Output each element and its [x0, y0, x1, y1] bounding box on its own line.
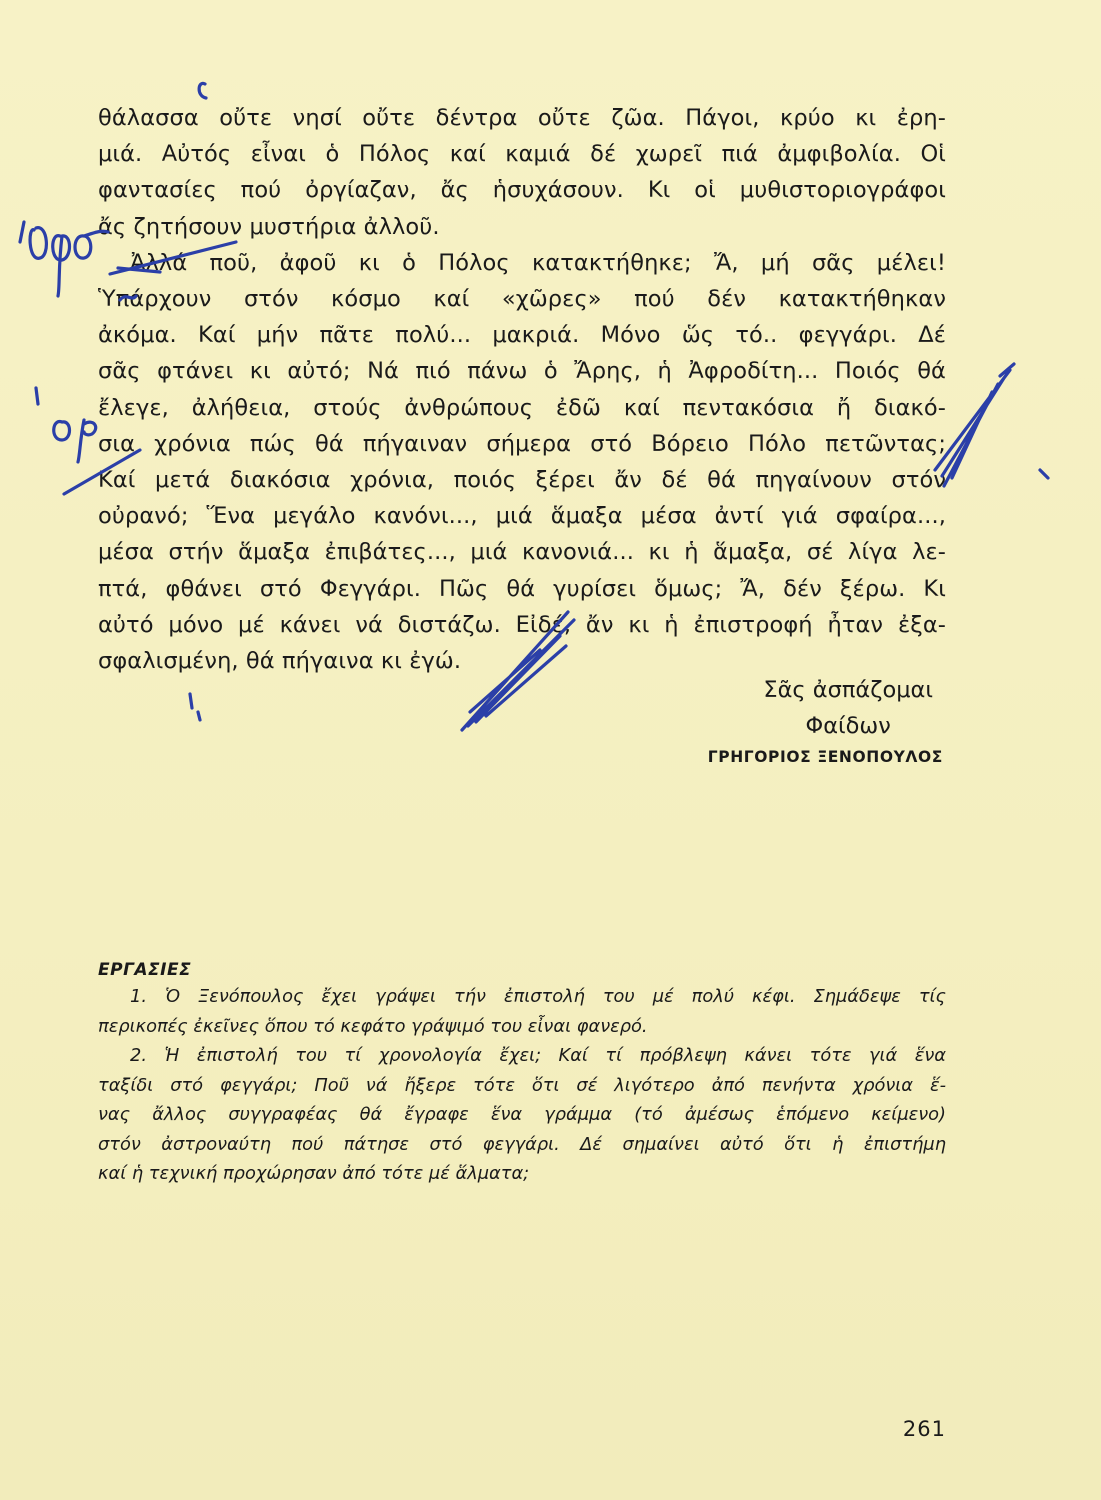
- exercises-section: [98, 958, 946, 1189]
- letter-signature: [763, 672, 933, 744]
- exercise-line: 1. Ὁ Ξενόπουλος ἔχει γράψει τήν ἐπιστολή του μέ πολύ κέφι. Σημάδεψε τίς: [130, 986, 946, 1007]
- text-line: Ἀλλά ποῦ, ἀφοῦ κι ὁ Πόλος κατακτήθηκε; Ἄ, μή σᾶς μέλει!: [130, 249, 946, 276]
- text-line: μέσα στήν ἅμαξα ἐπιβάτες..., μιά κανονιά... κι ἡ ἅμαξα, σέ λίγα λε-: [98, 539, 946, 566]
- text-line: οὐρανό; Ἕνα μεγάλο κανόνι..., μιά ἅμαξα μέσα ἀντί γιά σφαίρα...,: [98, 503, 946, 530]
- signature-name: Φαίδων: [805, 713, 891, 739]
- scribble-right-icon: [935, 364, 1014, 486]
- margin-note-2-icon: [54, 420, 96, 462]
- exercise-line: στόν ἀστροναύτη πού πάτησε στό φεγγάρι. Δέ σημαίνει αὐτό ὅτι ἡ ἐπιστήμη: [98, 1133, 946, 1155]
- text-line: πτά, φθάνει στό Φεγγάρι. Πῶς θά γυρίσει ὅμως; Ἄ, δέν ξέρω. Κι: [98, 575, 946, 602]
- text-line: μιά. Αὐτός εἶναι ὁ Πόλος καί καμιά δέ χωρεῖ πιά ἀμφιβολία. Οἱ: [98, 141, 946, 168]
- exercise-item: [98, 982, 946, 1041]
- text-line: αὐτό μόνο μέ κάνει νά διστάζω. Εἰδέ, ἄν κι ἡ ἐπιστροφή ἦταν ἐξα-: [98, 611, 946, 638]
- text-line: σφαλισμένη, θά πήγαινα κι ἐγώ.: [98, 648, 462, 675]
- text-line: θάλασσα οὔτε νησί οὔτε δέντρα οὔτε ζῶα. Πάγοι, κρύο κι ἐρη-: [98, 105, 946, 131]
- text-line: Καί μετά διακόσια χρόνια, ποιός ξέρει ἄν δέ θά πηγαίνουν στόν: [98, 467, 946, 494]
- page-number: 261: [902, 1417, 946, 1441]
- text-line: ἄς ζητήσουν μυστήρια ἀλλοῦ.: [98, 213, 440, 240]
- exercises-heading: ΕΡΓΑΣΙΕΣ: [98, 960, 192, 980]
- text-line: ἀκόμα. Καί μήν πᾶτε πολύ... μακριά. Μόνο ὥς τό.. φεγγάρι. Δέ: [98, 322, 946, 349]
- text-line: Ὑπάρχουν στόν κόσμο καί «χῶρες» πού δέν κατακτήθηκαν: [98, 286, 946, 313]
- text-line: σια χρόνια πώς θά πήγαιναν σήμερα στό Βόρειο Πόλο πετῶντας;: [98, 430, 946, 457]
- exercise-item: [98, 1041, 946, 1189]
- exercise-line: 2. Ἡ ἐπιστολή του τί χρονολογία ἔχει; Καί τί πρόβλεψη κάνει τότε γιά ἕνα: [130, 1045, 946, 1066]
- exercise-line: περικοπές ἐκεῖνες ὅπου τό κεφάτο γράψιμό του εἶναι φανερό.: [98, 1015, 648, 1037]
- exercise-line: καί ἡ τεχνική προχώρησαν ἀπό τότε μέ ἅλματα;: [98, 1163, 530, 1184]
- letter-text: [98, 100, 946, 679]
- margin-note-1-icon: [20, 222, 108, 296]
- signature-closing: Σᾶς ἀσπάζομαι: [763, 677, 933, 703]
- exercise-line: ταξίδι στό φεγγάρι; Ποῦ νά ἤξερε τότε ὅτι σέ λιγότερο ἀπό πενήντα χρόνια ἕ-: [98, 1074, 946, 1096]
- author-name: ΓΡΗΓΟΡΙΟΣ ΞΕΝΟΠΟΥΛΟΣ: [707, 748, 943, 766]
- text-line: ἔλεγε, ἀλήθεια, στούς ἀνθρώπους ἐδῶ καί πεντακόσια ἤ διακό-: [98, 394, 946, 421]
- exercise-line: νας ἄλλος συγγραφέας θά ἔγραφε ἕνα γράμμα (τό ἀμέσως ἑπόμενο κείμενο): [98, 1104, 946, 1125]
- text-line: σᾶς φτάνει κι αὐτό; Νά πιό πάνω ὁ Ἄρης, ἡ Ἀφροδίτη... Ποιός θά: [98, 358, 946, 385]
- text-line: φαντασίες πού ὀργίαζαν, ἄς ἡσυχάσουν. Κι οἱ μυθιστοριογράφοι: [98, 177, 946, 204]
